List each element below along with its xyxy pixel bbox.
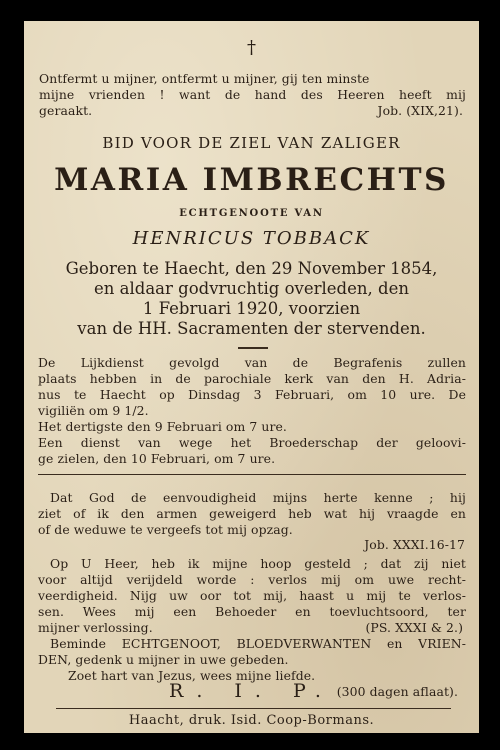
- service-line: plaats hebben in de parochiale kerk van den H. Adria-: [38, 371, 466, 386]
- prayer-line: ziet of ik den armen geweigerd heb wat hij vraagde en: [38, 506, 466, 521]
- service-line: vigiliën om 9 1/2.: [38, 403, 149, 418]
- verse-text: Ontfermt u mijner, ontfermt u mijner, gij ten minste: [39, 71, 370, 86]
- prayer-heading: BID VOOR DE ZIEL VAN ZALIGER: [102, 134, 401, 152]
- farewell-line: DEN, gedenk u mijner in uwe gebeden.: [38, 652, 289, 667]
- service-line: De Lijkdienst gevolgd van de Begrafenis zullen: [38, 355, 466, 370]
- indulgence-note: (300 dagen aflaat).: [336, 684, 458, 699]
- rip-text: R. I. P.: [169, 680, 334, 702]
- divider: [38, 474, 466, 475]
- cross-icon: †: [247, 37, 256, 58]
- divider: [56, 708, 451, 709]
- spouse-label: ECHTGENOOTE VAN: [179, 208, 324, 219]
- verse-line: [39, 71, 466, 86]
- verse-line: mijne vrienden ! want de hand des Heeren heeft mij: [39, 87, 466, 102]
- prayer-reference: (PS. XXXI & 2.): [365, 620, 463, 635]
- bio-line: en aldaar godvruchtig overleden, den: [94, 279, 409, 298]
- service-line: nus te Haecht op Dinsdag 3 Februari, om 10 ure. De: [38, 387, 466, 402]
- prayer-line: of de weduwe te vergeefs tot mij opzag.: [38, 522, 293, 537]
- bio-line: van de HH. Sacramenten der stervenden.: [77, 319, 426, 338]
- divider: [238, 347, 268, 349]
- prayer-line: voor altijd verijdeld worde : verlos mij om uwe recht-: [38, 572, 466, 587]
- prayer-line: Dat God de eenvoudigheid mijns herte kenne ; hij: [50, 490, 466, 505]
- verse-line: geraakt.: [39, 103, 93, 118]
- prayer-line: veerdigheid. Nijg uw oor tot mij, haast u mij te verlos-: [38, 588, 466, 603]
- farewell-line: Beminde ECHTGENOOT, BLOEDVERWANTEN en VRIEN-: [50, 636, 466, 651]
- memorial-card: [24, 21, 479, 733]
- bio-line: Geboren te Haecht, den 29 November 1854,: [65, 259, 438, 278]
- verse-reference: Job. (XIX,21).: [377, 103, 463, 118]
- service-line: Een dienst van wege het Broederschap der geloovi-: [38, 435, 466, 450]
- husband-name: HENRICUS TOBBACK: [132, 228, 371, 249]
- bio-line: 1 Februari 1920, voorzien: [142, 299, 361, 318]
- service-line: ge zielen, den 10 Februari, om 7 ure.: [38, 451, 276, 466]
- prayer-line: mijner verlossing.: [38, 620, 153, 635]
- printer-imprint: Haacht, druk. Isid. Coop-Bormans.: [128, 713, 375, 728]
- prayer-reference: Job. XXXI.16-17: [364, 537, 465, 552]
- prayer-line: sen. Wees mij een Behoeder en toevluchtsoord, ter: [38, 604, 466, 619]
- prayer-line: Op U Heer, heb ik mijne hoop gesteld ; dat zij niet: [50, 556, 466, 571]
- ejaculation-text: Zoet hart van Jezus, wees mijne liefde.: [68, 668, 316, 683]
- service-line: Het dertigste den 9 Februari om 7 ure.: [38, 419, 287, 434]
- deceased-name: MARIA IMBRECHTS: [54, 162, 449, 198]
